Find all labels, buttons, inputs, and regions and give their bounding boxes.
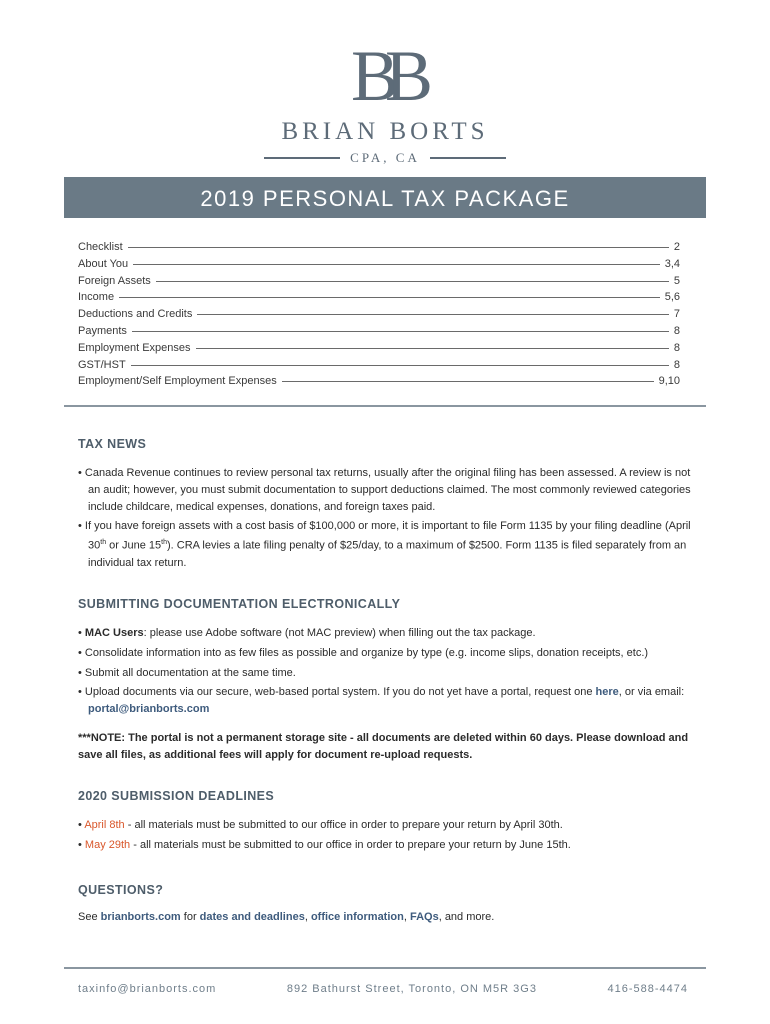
footer-rule <box>64 967 706 969</box>
logo-name: BRIAN BORTS <box>281 118 489 145</box>
toc-row-income[interactable]: Income 5,6 <box>78 291 680 304</box>
footer-address: 892 Bathurst Street, Toronto, ON M5R 3G3 <box>286 983 537 995</box>
toc-row-foreign-assets[interactable]: Foreign Assets 5 <box>78 274 680 287</box>
tax-news-section <box>78 437 693 574</box>
deadline-date: May 29th <box>84 838 131 851</box>
toc-row-self-employment[interactable]: Employment/Self Employment Expenses 9,10 <box>78 375 680 388</box>
package-title-banner: 2019 PERSONAL TAX PACKAGE <box>64 177 706 218</box>
section-divider <box>64 405 706 407</box>
submitting-item: • Upload documents via our secure, web-based portal system. If you do not yet have a portal, request one here, or via email: portal@brianborts.com <box>78 684 693 718</box>
footer-email[interactable]: taxinfo@brianborts.com <box>78 983 217 995</box>
toc-row-employment-expenses[interactable]: Employment Expenses 8 <box>78 341 680 354</box>
faqs-link[interactable]: FAQs <box>409 911 439 923</box>
submitting-item: • Submit all documentation at the same time. <box>78 665 693 682</box>
deadlines-list <box>78 817 693 854</box>
dates-deadlines-link[interactable]: dates and deadlines <box>199 911 305 923</box>
footer-phone[interactable]: 416-588-4474 <box>607 983 688 995</box>
submitting-section <box>78 597 693 764</box>
deadlines-title: 2020 SUBMISSION DEADLINES <box>78 789 275 803</box>
logo-rule-left <box>264 157 340 159</box>
toc-row-checklist[interactable]: Checklist 2 <box>78 241 680 253</box>
tax-news-item: • If you have foreign assets with a cost basis of $100,000 or more, it is important to file Form 1135 by your filing deadline (April 30th or June 15th). CRA levies a late filing penalty of $25/day, to a maximum of $2500. Form 1135 is filed separately from an individual tax return. <box>78 518 693 571</box>
logo-designation-text: CPA, CA <box>350 150 420 165</box>
office-info-link[interactable]: office information <box>310 911 404 923</box>
submitting-title: SUBMITTING DOCUMENTATION ELECTRONICALLY <box>78 597 401 611</box>
logo <box>0 36 770 166</box>
deadline-item: • April 8th - all materials must be submitted to our office in order to prepare your return by April 30th. <box>78 817 693 834</box>
submitting-item: • MAC Users: please use Adobe software (not MAC preview) when filling out the tax package. <box>78 625 693 642</box>
questions-text: See brianborts.com for dates and deadlines, office information, FAQs, and more. <box>78 911 495 923</box>
tax-news-title: TAX NEWS <box>78 437 147 451</box>
portal-email-link[interactable]: portal@brianborts.com <box>88 703 210 716</box>
submitting-list <box>78 625 693 718</box>
toc-row-payments[interactable]: Payments 8 <box>78 324 680 337</box>
logo-monogram: BB <box>350 36 420 116</box>
toc-row-gst-hst[interactable]: GST/HST 8 <box>78 358 680 371</box>
deadline-date: April 8th <box>84 819 125 831</box>
portal-note: ***NOTE: The portal is not a permanent storage site - all documents are deleted within 60 days. Please download and save all files, as additional fees will apply for document re-upload requests. <box>78 731 689 761</box>
tax-news-list <box>78 465 693 571</box>
table-of-contents <box>78 241 680 392</box>
questions-section <box>78 883 693 923</box>
website-link[interactable]: brianborts.com <box>100 911 181 923</box>
submitting-item: • Consolidate information into as few files as possible and organize by type (e.g. income slips, donation receipts, etc.) <box>78 645 693 662</box>
toc-row-about-you[interactable]: About You 3,4 <box>78 257 680 270</box>
logo-designation <box>0 150 770 166</box>
logo-rule-right <box>430 157 506 159</box>
footer <box>64 967 706 995</box>
portal-request-link[interactable]: here <box>595 686 619 699</box>
questions-title: QUESTIONS? <box>78 883 164 897</box>
toc-row-deductions[interactable]: Deductions and Credits 7 <box>78 308 680 321</box>
deadline-item: • May 29th - all materials must be submitted to our office in order to prepare your return by June 15th. <box>78 837 693 854</box>
deadlines-section <box>78 789 693 857</box>
footer-contact <box>64 983 706 995</box>
tax-news-item: • Canada Revenue continues to review personal tax returns, usually after the original filing has been assessed. A review is not an audit; however, you must submit documentation to support deductions claimed. The most commonly reviewed categories include childcare, medical expenses, donations, and foreign taxes paid. <box>78 465 693 515</box>
